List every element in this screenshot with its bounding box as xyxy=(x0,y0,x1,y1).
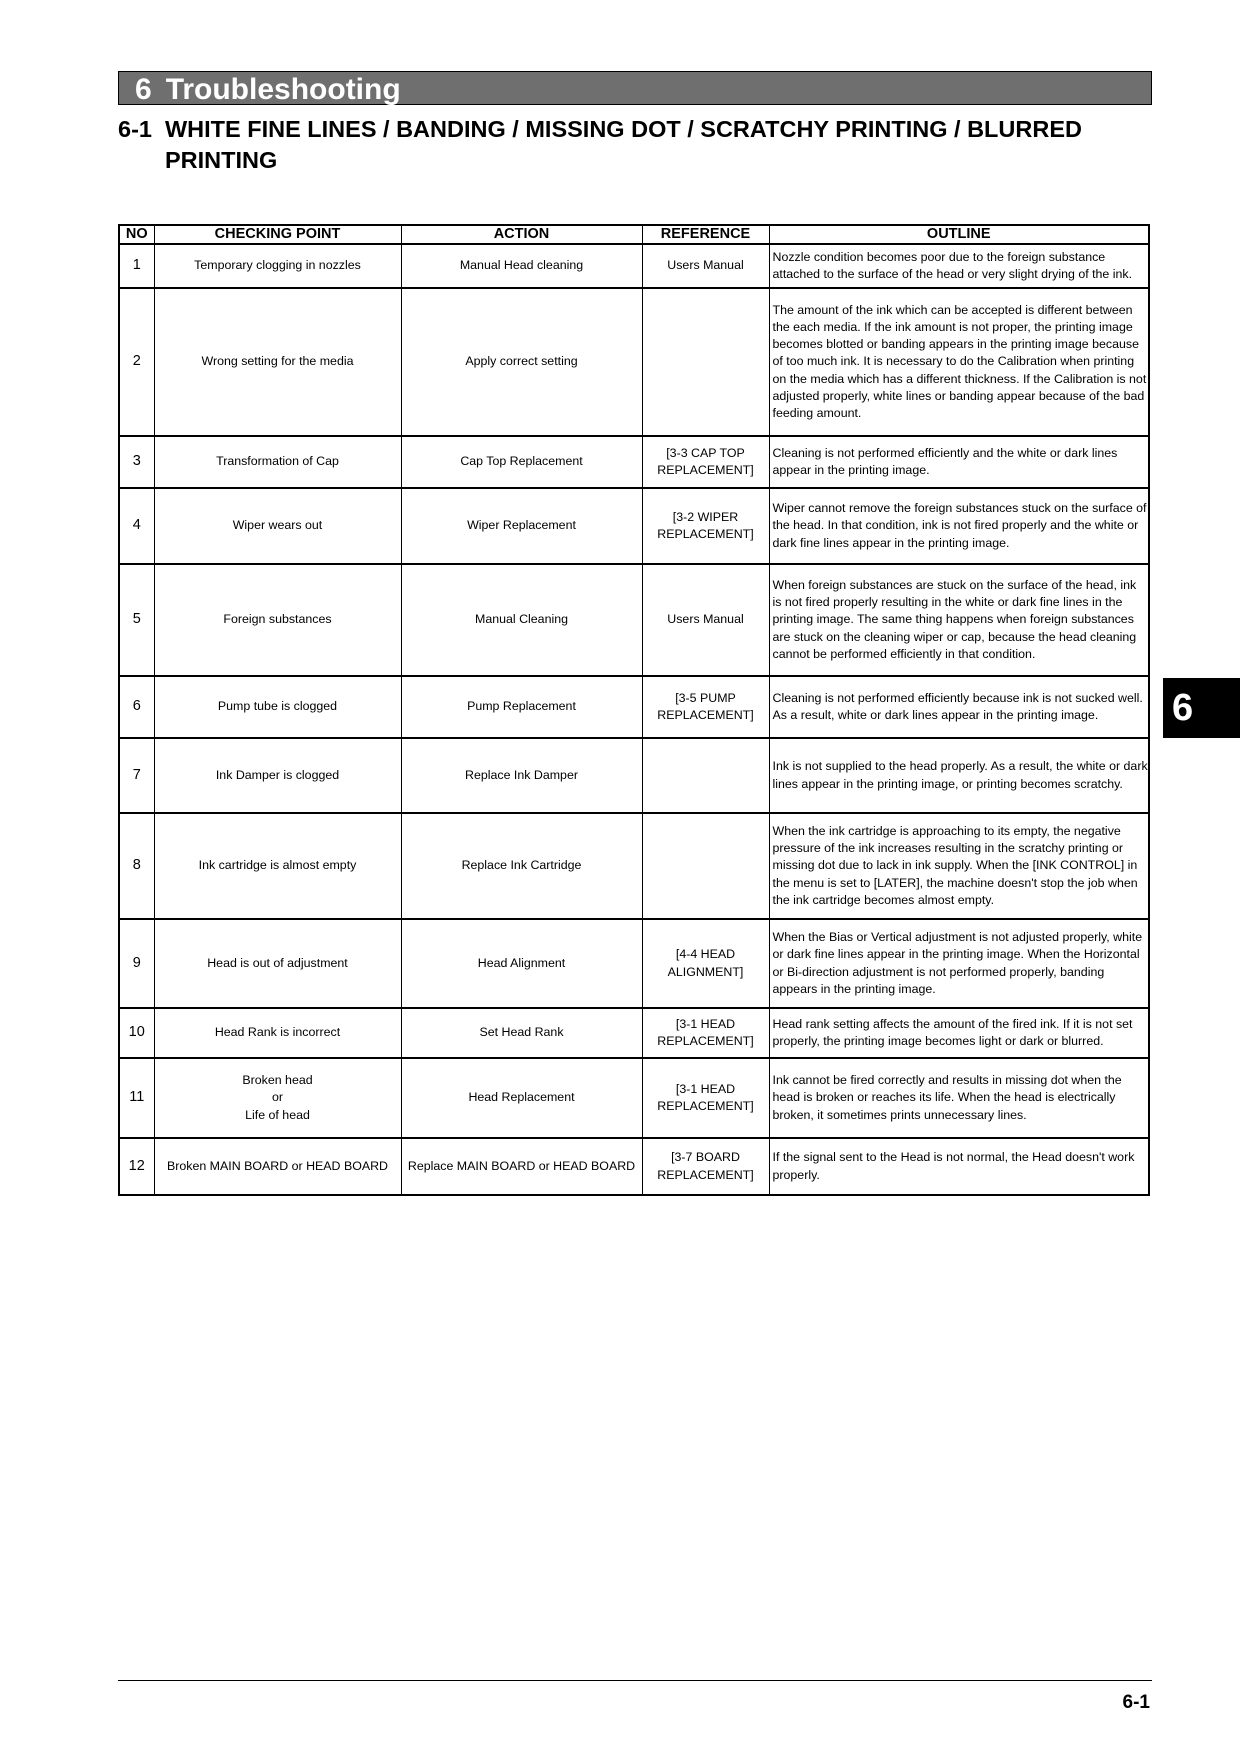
row-outline: Cleaning is not performed efficiently and the white or dark lines appear in the printing image. xyxy=(769,436,1149,488)
row-outline: Head rank setting affects the amount of the fired ink. If it is not set properly, the printing image becomes light or dark or blurred. xyxy=(769,1008,1149,1058)
chapter-title xyxy=(135,72,401,108)
table-row xyxy=(119,436,1149,488)
row-no: 7 xyxy=(119,738,154,813)
row-reference xyxy=(642,813,769,919)
row-checking-point: Ink cartridge is almost empty xyxy=(154,813,401,919)
chapter-side-tab: 6 xyxy=(1163,678,1240,738)
row-action: Wiper Replacement xyxy=(401,488,642,564)
section-title xyxy=(118,114,1158,176)
header-reference: REFERENCE xyxy=(642,225,769,244)
troubleshooting-table xyxy=(118,224,1150,1196)
row-reference: Users Manual xyxy=(642,564,769,676)
row-reference: [3-7 BOARD REPLACEMENT] xyxy=(642,1138,769,1195)
section-title-line1: WHITE FINE LINES / BANDING / MISSING DOT / SCRATCHY PRINTING / BLURRED xyxy=(165,116,1082,142)
row-no: 1 xyxy=(119,244,154,288)
row-no: 11 xyxy=(119,1058,154,1138)
page-number: 6-1 xyxy=(1122,1692,1150,1713)
table-body xyxy=(119,244,1149,1195)
footer-divider xyxy=(118,1680,1152,1681)
row-no: 4 xyxy=(119,488,154,564)
row-checking-point: Head Rank is incorrect xyxy=(154,1008,401,1058)
chapter-header-bar xyxy=(118,71,1152,105)
row-no: 6 xyxy=(119,676,154,738)
row-checking-point: Broken MAIN BOARD or HEAD BOARD xyxy=(154,1138,401,1195)
row-outline: Wiper cannot remove the foreign substances stuck on the surface of the head. In that condition, ink is not fired properly and the white or dark fine lines appear in the printing image. xyxy=(769,488,1149,564)
row-no: 2 xyxy=(119,288,154,436)
section-title-line2: PRINTING xyxy=(165,147,278,173)
table-row xyxy=(119,1138,1149,1195)
row-reference: [3-1 HEAD REPLACEMENT] xyxy=(642,1008,769,1058)
row-reference xyxy=(642,288,769,436)
row-action: Cap Top Replacement xyxy=(401,436,642,488)
row-outline: Cleaning is not performed efficiently because ink is not sucked well. As a result, white or dark lines appear in the printing image. xyxy=(769,676,1149,738)
table-row xyxy=(119,564,1149,676)
header-checking-point: CHECKING POINT xyxy=(154,225,401,244)
row-reference: Users Manual xyxy=(642,244,769,288)
table-row xyxy=(119,919,1149,1008)
row-outline: If the signal sent to the Head is not normal, the Head doesn't work properly. xyxy=(769,1138,1149,1195)
table-row xyxy=(119,738,1149,813)
row-outline: When foreign substances are stuck on the surface of the head, ink is not fired properly resulting in the white or dark fine lines in the printing image. The same thing happens when foreign substances are stuck on the cleaning wiper or cap, because the head cleaning cannot be performed efficiently in that condition. xyxy=(769,564,1149,676)
table-row xyxy=(119,676,1149,738)
row-action: Manual Head cleaning xyxy=(401,244,642,288)
row-checking-point: Temporary clogging in nozzles xyxy=(154,244,401,288)
row-action: Set Head Rank xyxy=(401,1008,642,1058)
row-checking-point: Broken head or Life of head xyxy=(154,1058,401,1138)
row-action: Replace MAIN BOARD or HEAD BOARD xyxy=(401,1138,642,1195)
row-reference: [4-4 HEAD ALIGNMENT] xyxy=(642,919,769,1008)
row-outline: Nozzle condition becomes poor due to the foreign substance attached to the surface of the head or very slight drying of the ink. xyxy=(769,244,1149,288)
row-checking-point: Wrong setting for the media xyxy=(154,288,401,436)
row-no: 8 xyxy=(119,813,154,919)
row-no: 12 xyxy=(119,1138,154,1195)
row-outline: The amount of the ink which can be accepted is different between the each media. If the ink amount is not proper, the printing image becomes blotted or banding appears in the printing image because of too much ink. It is necessary to do the Calibration when printing on the media which has a different thickness. If the Calibration is not adjusted properly, white lines or banding appear because of the bad feeding amount. xyxy=(769,288,1149,436)
row-action: Manual Cleaning xyxy=(401,564,642,676)
header-outline: OUTLINE xyxy=(769,225,1149,244)
table-row xyxy=(119,813,1149,919)
table-header-row xyxy=(119,225,1149,244)
row-no: 10 xyxy=(119,1008,154,1058)
row-reference: [3-2 WIPER REPLACEMENT] xyxy=(642,488,769,564)
row-action: Head Replacement xyxy=(401,1058,642,1138)
row-reference: [3-5 PUMP REPLACEMENT] xyxy=(642,676,769,738)
row-no: 5 xyxy=(119,564,154,676)
row-reference: [3-3 CAP TOP REPLACEMENT] xyxy=(642,436,769,488)
row-action: Replace Ink Cartridge xyxy=(401,813,642,919)
row-action: Pump Replacement xyxy=(401,676,642,738)
table-row xyxy=(119,244,1149,288)
header-action: ACTION xyxy=(401,225,642,244)
row-checking-point: Ink Damper is clogged xyxy=(154,738,401,813)
row-reference: [3-1 HEAD REPLACEMENT] xyxy=(642,1058,769,1138)
row-reference xyxy=(642,738,769,813)
row-outline: When the Bias or Vertical adjustment is not adjusted properly, white or dark fine lines appear in the printing image. When the Horizontal or Bi-direction adjustment is not performed properly, banding appears in the printing image. xyxy=(769,919,1149,1008)
row-outline: Ink is not supplied to the head properly. As a result, the white or dark lines appear in the printing image, or printing becomes scratchy. xyxy=(769,738,1149,813)
row-checking-point: Wiper wears out xyxy=(154,488,401,564)
table-row xyxy=(119,288,1149,436)
table-row xyxy=(119,1008,1149,1058)
table-row xyxy=(119,1058,1149,1138)
row-action: Apply correct setting xyxy=(401,288,642,436)
row-action: Replace Ink Damper xyxy=(401,738,642,813)
row-checking-point: Pump tube is clogged xyxy=(154,676,401,738)
chapter-title-text: Troubleshooting xyxy=(165,73,401,106)
chapter-number: 6 xyxy=(135,73,152,106)
row-outline: Ink cannot be fired correctly and results in missing dot when the head is broken or reaches its life. When the head is electrically broken, it sometimes prints unnecessary lines. xyxy=(769,1058,1149,1138)
row-action: Head Alignment xyxy=(401,919,642,1008)
row-no: 3 xyxy=(119,436,154,488)
section-number: 6-1 xyxy=(118,116,152,142)
row-checking-point: Head is out of adjustment xyxy=(154,919,401,1008)
header-no: NO xyxy=(119,225,154,244)
row-outline: When the ink cartridge is approaching to its empty, the negative pressure of the ink increases resulting in the scratchy printing or missing dot due to lack in ink supply. When the [INK CONTROL] in the menu is set to [LATER], the machine doesn't stop the job when the ink cartridge becomes almost empty. xyxy=(769,813,1149,919)
table-row xyxy=(119,488,1149,564)
row-checking-point: Foreign substances xyxy=(154,564,401,676)
row-checking-point: Transformation of Cap xyxy=(154,436,401,488)
row-no: 9 xyxy=(119,919,154,1008)
